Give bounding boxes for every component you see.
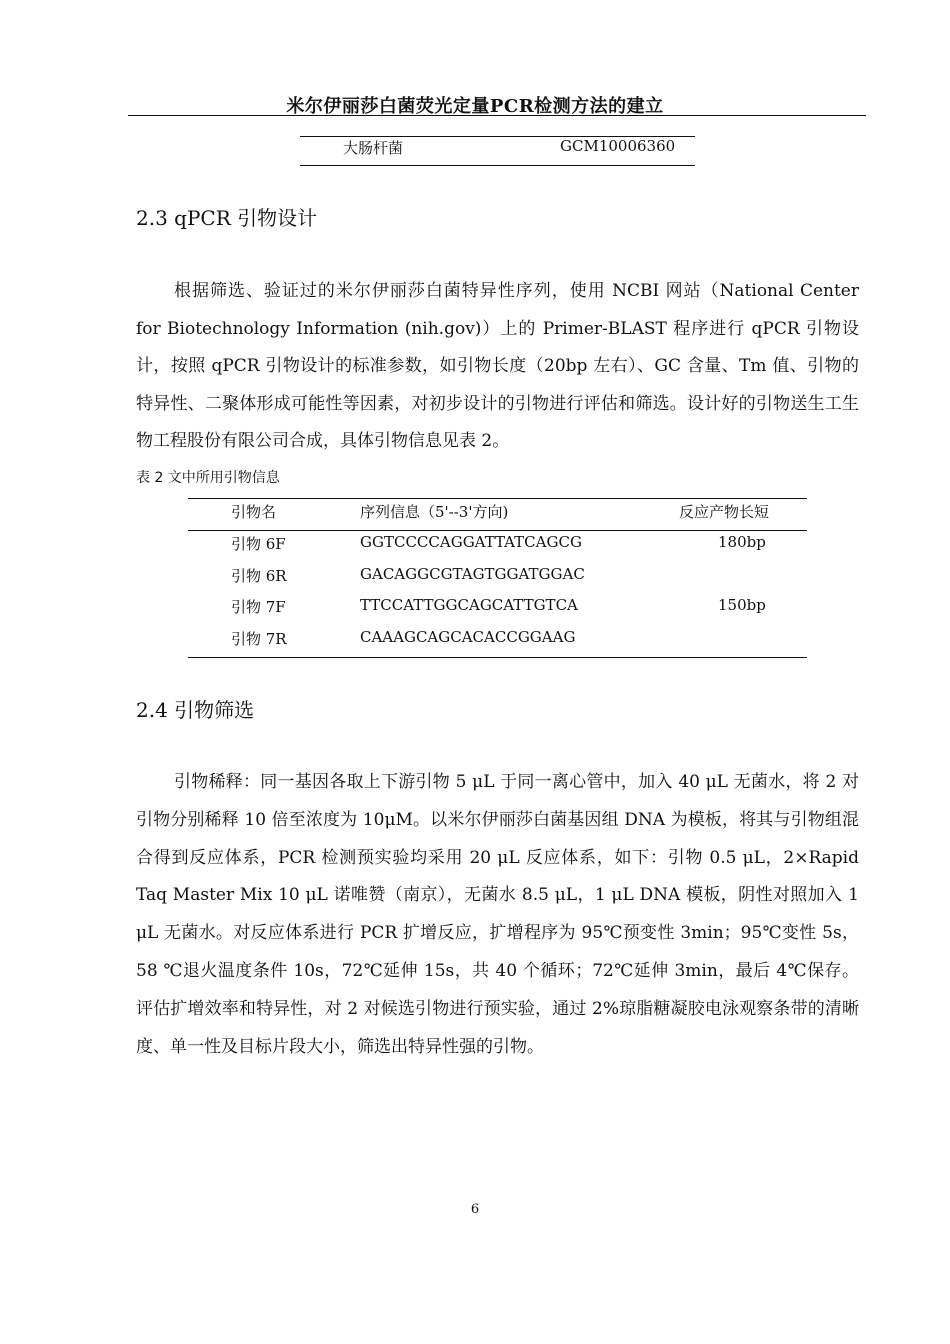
section-heading-2-4: 2.4 引物筛选 xyxy=(136,698,255,722)
table2-cell-primer-name: 引物 7F xyxy=(231,598,286,616)
section-2-4-paragraph: 引物稀释：同一基因各取上下游引物 5 μL 于同一离心管中，加入 40 μL 无菌水，将 2 对引物分别稀释 10 倍至浓度为 10μM。以米尔伊丽莎白菌基因组 DNA 为模板，将其与引物组混合得到反应体系，PCR 检测预实验均采用 20 μL 反应体系，如下：引物 0.5 μL，2×Rapid Taq Master Mix 10 μL 诺唯赞（南京），无菌水 8.5 μL，1 μL DNA 模板，阴性对照加入 1 μL 无菌水。对反应体系进行 PCR 扩增反应，扩增程序为 95℃预变性 3min；95℃变性 5s，58 ℃退火温度条件 10s，72℃延伸 15s，共 40 个循环；72℃延伸 3min，最后 4℃保存。评估扩增效率和特异性，对 2 对候选引物进行预实验，通过 2%琼脂糖凝胶电泳观察条带的清晰度、单一性及目标片段大小，筛选出特异性强的引物。 xyxy=(136,772,859,1057)
table2-cell-primer-name: 引物 6R xyxy=(231,567,287,585)
table2-top-rule xyxy=(188,498,807,499)
table1-bottom-rule xyxy=(300,165,695,166)
page-number: 6 xyxy=(470,1202,480,1217)
table2-cell-sequence: GACAGGCGTAGTGGATGGAC xyxy=(360,565,585,583)
running-header: 米尔伊丽莎白菌荧光定量PCR检测方法的建立 xyxy=(286,96,664,117)
table2-header-name: 引物名 xyxy=(231,503,277,521)
header-rule xyxy=(128,115,866,116)
table2-cell-primer-name: 引物 6F xyxy=(231,535,286,553)
table2-header-length: 反应产物长短 xyxy=(679,503,770,521)
table2-cell-sequence: CAAAGCAGCACACCGGAAG xyxy=(360,628,576,646)
table1-cell-strain-id: GCM10006360 xyxy=(560,137,676,155)
table2-cell-sequence: TTCCATTGGCAGCATTGTCA xyxy=(360,596,578,614)
table2-bottom-rule xyxy=(188,657,807,658)
table2-caption: 表 2 文中所用引物信息 xyxy=(136,470,280,486)
table2-cell-product-length: 150bp xyxy=(718,596,766,614)
table2-cell-primer-name: 引物 7R xyxy=(231,630,287,648)
table2-header-rule xyxy=(188,530,807,531)
table2-cell-product-length: 180bp xyxy=(718,533,766,551)
table2-cell-sequence: GGTCCCCAGGATTATCAGCG xyxy=(360,533,582,551)
table2-header-sequence: 序列信息（5'--3'方向) xyxy=(360,503,509,521)
section-heading-2-3: 2.3 qPCR 引物设计 xyxy=(136,206,318,230)
section-2-3-paragraph: 根据筛选、验证过的米尔伊丽莎白菌特异性序列，使用 NCBI 网站（National Center for Biotechnology Information (nih.gov)）上的 Primer-BLAST 程序进行 qPCR 引物设计，按照 qPCR 引物设计的标准参数，如引物长度（20bp 左右）、GC 含量、Tm 值、引物的特异性、二聚体形成可能性等因素，对初步设计的引物进行评估和筛选。设计好的引物送生工生物工程股份有限公司合成，具体引物信息见表 2。 xyxy=(136,281,859,451)
table1-cell-organism: 大肠杆菌 xyxy=(343,139,404,157)
